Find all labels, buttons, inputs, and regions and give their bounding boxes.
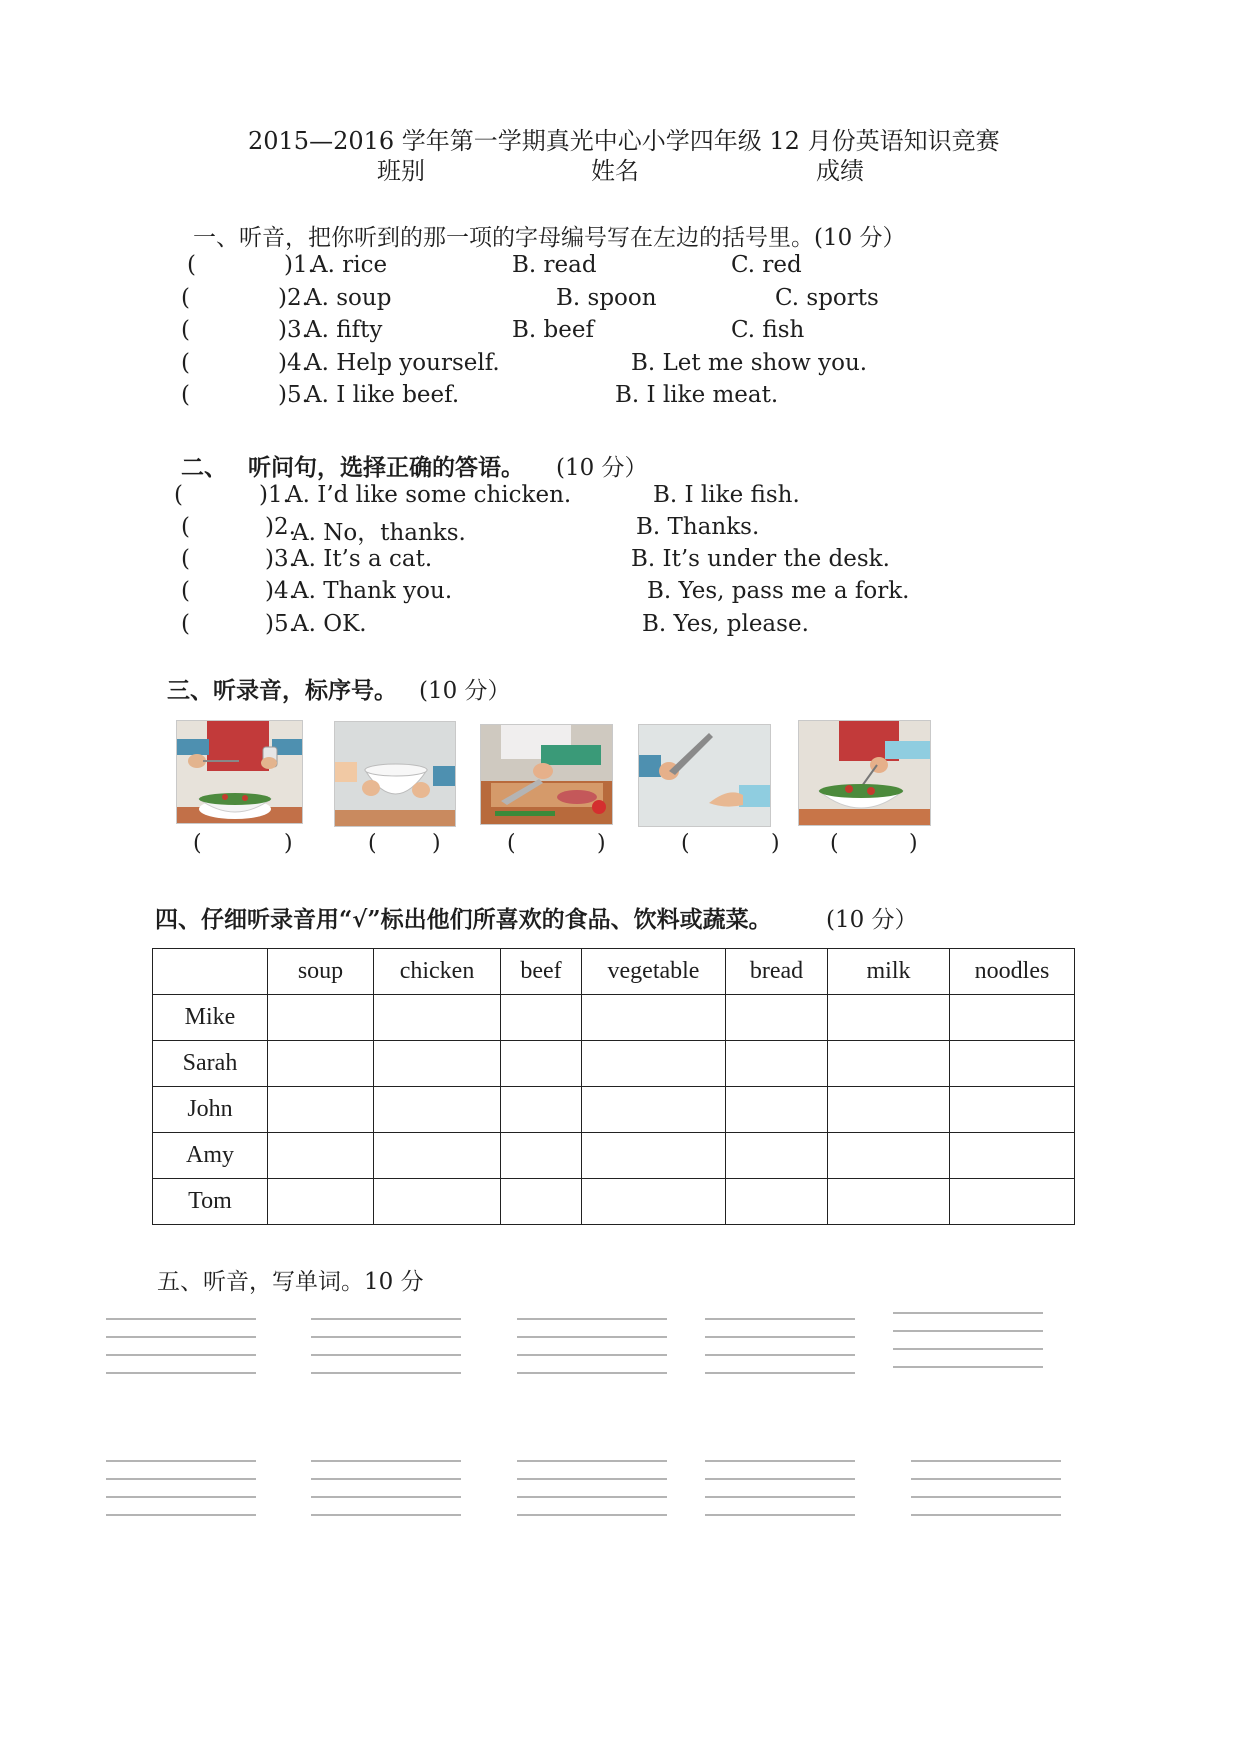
check-cell[interactable] bbox=[501, 1041, 582, 1087]
option-b: B. I like fish. bbox=[653, 482, 800, 508]
check-cell[interactable] bbox=[828, 1087, 950, 1133]
question-number: )2. bbox=[265, 514, 296, 540]
check-cell[interactable] bbox=[582, 1041, 726, 1087]
table-row bbox=[153, 1133, 1075, 1179]
table-row bbox=[153, 1087, 1075, 1133]
check-cell[interactable] bbox=[950, 1133, 1075, 1179]
name-label: 姓名 bbox=[591, 157, 639, 185]
option-b: B. read bbox=[512, 252, 597, 278]
option-b: B. Let me show you. bbox=[631, 350, 868, 376]
column-header: beef bbox=[501, 949, 582, 995]
option-a: A. soup bbox=[305, 285, 392, 311]
section4-heading: 四、仔细听录音用“√”标出他们所喜欢的食品、饮料或蔬菜。 bbox=[155, 906, 772, 933]
answer-paren-open: ( bbox=[181, 317, 190, 343]
row-header: Mike bbox=[153, 995, 268, 1041]
column-header: bread bbox=[726, 949, 828, 995]
section1-heading: 一、听音，把你听到的那一项的字母编号写在左边的括号里。(10 分） bbox=[193, 225, 906, 251]
option-a: A. Help yourself. bbox=[305, 350, 500, 376]
writing-lines[interactable] bbox=[106, 1460, 256, 1516]
option-a: A. It’s a cat. bbox=[292, 546, 433, 572]
check-cell[interactable] bbox=[828, 995, 950, 1041]
picture-answer-paren-open: ( bbox=[193, 831, 202, 856]
option-a: A. No，thanks. bbox=[292, 520, 466, 546]
answer-paren-open: ( bbox=[181, 285, 190, 311]
check-cell[interactable] bbox=[268, 1133, 374, 1179]
option-a: A. OK. bbox=[292, 611, 367, 637]
check-cell[interactable] bbox=[726, 1041, 828, 1087]
check-cell[interactable] bbox=[582, 995, 726, 1041]
table-row bbox=[153, 995, 1075, 1041]
answer-paren-open: ( bbox=[181, 546, 190, 572]
salad-fork-picture bbox=[798, 720, 931, 826]
check-cell[interactable] bbox=[726, 995, 828, 1041]
option-b: B. I like meat. bbox=[615, 382, 779, 408]
writing-lines[interactable] bbox=[106, 1318, 256, 1374]
option-b: B. spoon bbox=[556, 285, 657, 311]
check-cell[interactable] bbox=[268, 1087, 374, 1133]
column-header: chicken bbox=[374, 949, 501, 995]
option-b: B. It’s under the desk. bbox=[631, 546, 890, 572]
check-cell[interactable] bbox=[374, 1179, 501, 1225]
class-label: 班别 bbox=[377, 157, 425, 185]
score-label: 成绩 bbox=[816, 157, 864, 185]
check-cell[interactable] bbox=[501, 1133, 582, 1179]
writing-lines[interactable] bbox=[517, 1460, 667, 1516]
check-cell[interactable] bbox=[374, 1087, 501, 1133]
answer-paren-open: ( bbox=[174, 482, 183, 508]
picture-answer-paren-open: ( bbox=[681, 831, 690, 856]
passing-knife-picture bbox=[638, 724, 771, 827]
check-cell[interactable] bbox=[268, 1041, 374, 1087]
picture-answer-paren-open: ( bbox=[507, 831, 516, 856]
table-row bbox=[153, 1041, 1075, 1087]
section2-heading: 听问句，选择正确的答语。 bbox=[248, 454, 524, 481]
question-number: )4. bbox=[265, 578, 296, 604]
option-a: A. Thank you. bbox=[292, 578, 453, 604]
writing-lines[interactable] bbox=[311, 1460, 461, 1516]
column-header: vegetable bbox=[582, 949, 726, 995]
check-cell[interactable] bbox=[828, 1041, 950, 1087]
writing-lines[interactable] bbox=[893, 1312, 1043, 1368]
option-a: A. fifty bbox=[305, 317, 383, 343]
check-cell[interactable] bbox=[582, 1087, 726, 1133]
writing-lines[interactable] bbox=[911, 1460, 1061, 1516]
answer-paren-open: ( bbox=[181, 382, 190, 408]
answer-paren-open: ( bbox=[187, 252, 196, 278]
check-cell[interactable] bbox=[374, 995, 501, 1041]
check-cell[interactable] bbox=[828, 1179, 950, 1225]
exam-title: 2015—2016 学年第一学期真光中心小学四年级 12 月份英语知识竞赛 bbox=[248, 127, 1000, 155]
check-cell[interactable] bbox=[582, 1133, 726, 1179]
writing-lines[interactable] bbox=[705, 1318, 855, 1374]
check-cell[interactable] bbox=[726, 1087, 828, 1133]
writing-lines[interactable] bbox=[705, 1460, 855, 1516]
row-header: John bbox=[153, 1087, 268, 1133]
column-header: soup bbox=[268, 949, 374, 995]
check-cell[interactable] bbox=[374, 1133, 501, 1179]
option-a: A. rice bbox=[311, 252, 388, 278]
check-cell[interactable] bbox=[828, 1133, 950, 1179]
answer-paren-open: ( bbox=[181, 578, 190, 604]
answer-paren-open: ( bbox=[181, 611, 190, 637]
writing-lines[interactable] bbox=[311, 1318, 461, 1374]
question-number: )1. bbox=[284, 252, 315, 278]
picture-answer-paren-close: ) bbox=[909, 831, 918, 856]
picture-answer-paren-open: ( bbox=[368, 831, 377, 856]
picture-answer-paren-open: ( bbox=[830, 831, 839, 856]
check-cell[interactable] bbox=[950, 1179, 1075, 1225]
picture-answer-paren-close: ) bbox=[597, 831, 606, 856]
option-b: B. Yes, please. bbox=[642, 611, 809, 637]
picture-answer-paren-close: ) bbox=[432, 831, 441, 856]
section3-score: (10 分） bbox=[419, 678, 511, 704]
option-c: C. sports bbox=[775, 285, 879, 311]
check-cell[interactable] bbox=[501, 1087, 582, 1133]
question-number: )2. bbox=[278, 285, 309, 311]
option-c: C. fish bbox=[731, 317, 805, 343]
soup-bowl-picture bbox=[334, 721, 456, 827]
knife-cutting-picture bbox=[480, 724, 613, 825]
option-c: C. red bbox=[731, 252, 802, 278]
check-cell[interactable] bbox=[268, 1179, 374, 1225]
row-header: Sarah bbox=[153, 1041, 268, 1087]
table-header-row bbox=[153, 949, 1075, 995]
check-cell[interactable] bbox=[268, 995, 374, 1041]
column-header: noodles bbox=[950, 949, 1075, 995]
question-number: )5. bbox=[265, 611, 296, 637]
option-b: B. beef bbox=[512, 317, 594, 343]
section3-heading: 三、听录音，标序号。 bbox=[167, 677, 397, 704]
check-cell[interactable] bbox=[950, 995, 1075, 1041]
section4-score: (10 分） bbox=[826, 907, 918, 933]
picture-answer-paren-close: ) bbox=[771, 831, 780, 856]
option-a: A. I’d like some chicken. bbox=[286, 482, 572, 508]
option-a: A. I like beef. bbox=[305, 382, 460, 408]
check-cell[interactable] bbox=[582, 1179, 726, 1225]
check-cell[interactable] bbox=[950, 1041, 1075, 1087]
question-number: )3. bbox=[265, 546, 296, 572]
section2-heading-number: 二、 bbox=[181, 454, 227, 481]
food-preference-table bbox=[152, 948, 1075, 1225]
row-header: Tom bbox=[153, 1179, 268, 1225]
answer-paren-open: ( bbox=[181, 514, 190, 540]
check-cell[interactable] bbox=[726, 1133, 828, 1179]
check-cell[interactable] bbox=[501, 1179, 582, 1225]
table-corner-cell bbox=[153, 949, 268, 995]
check-cell[interactable] bbox=[374, 1041, 501, 1087]
question-number: )4. bbox=[278, 350, 309, 376]
check-cell[interactable] bbox=[726, 1179, 828, 1225]
answer-paren-open: ( bbox=[181, 350, 190, 376]
table-row bbox=[153, 1179, 1075, 1225]
question-number: )5. bbox=[278, 382, 309, 408]
column-header: milk bbox=[828, 949, 950, 995]
check-cell[interactable] bbox=[950, 1087, 1075, 1133]
question-number: )3. bbox=[278, 317, 309, 343]
option-b: B. Yes, pass me a fork. bbox=[647, 578, 910, 604]
writing-lines[interactable] bbox=[517, 1318, 667, 1374]
question-number: )1. bbox=[259, 482, 290, 508]
check-cell[interactable] bbox=[501, 995, 582, 1041]
row-header: Amy bbox=[153, 1133, 268, 1179]
section2-score: (10 分） bbox=[556, 455, 648, 481]
option-b: B. Thanks. bbox=[636, 514, 760, 540]
section5-heading: 五、听音，写单词。10 分 bbox=[157, 1269, 424, 1295]
picture-answer-paren-close: ) bbox=[284, 831, 293, 856]
salad-spoon-picture bbox=[176, 720, 303, 824]
